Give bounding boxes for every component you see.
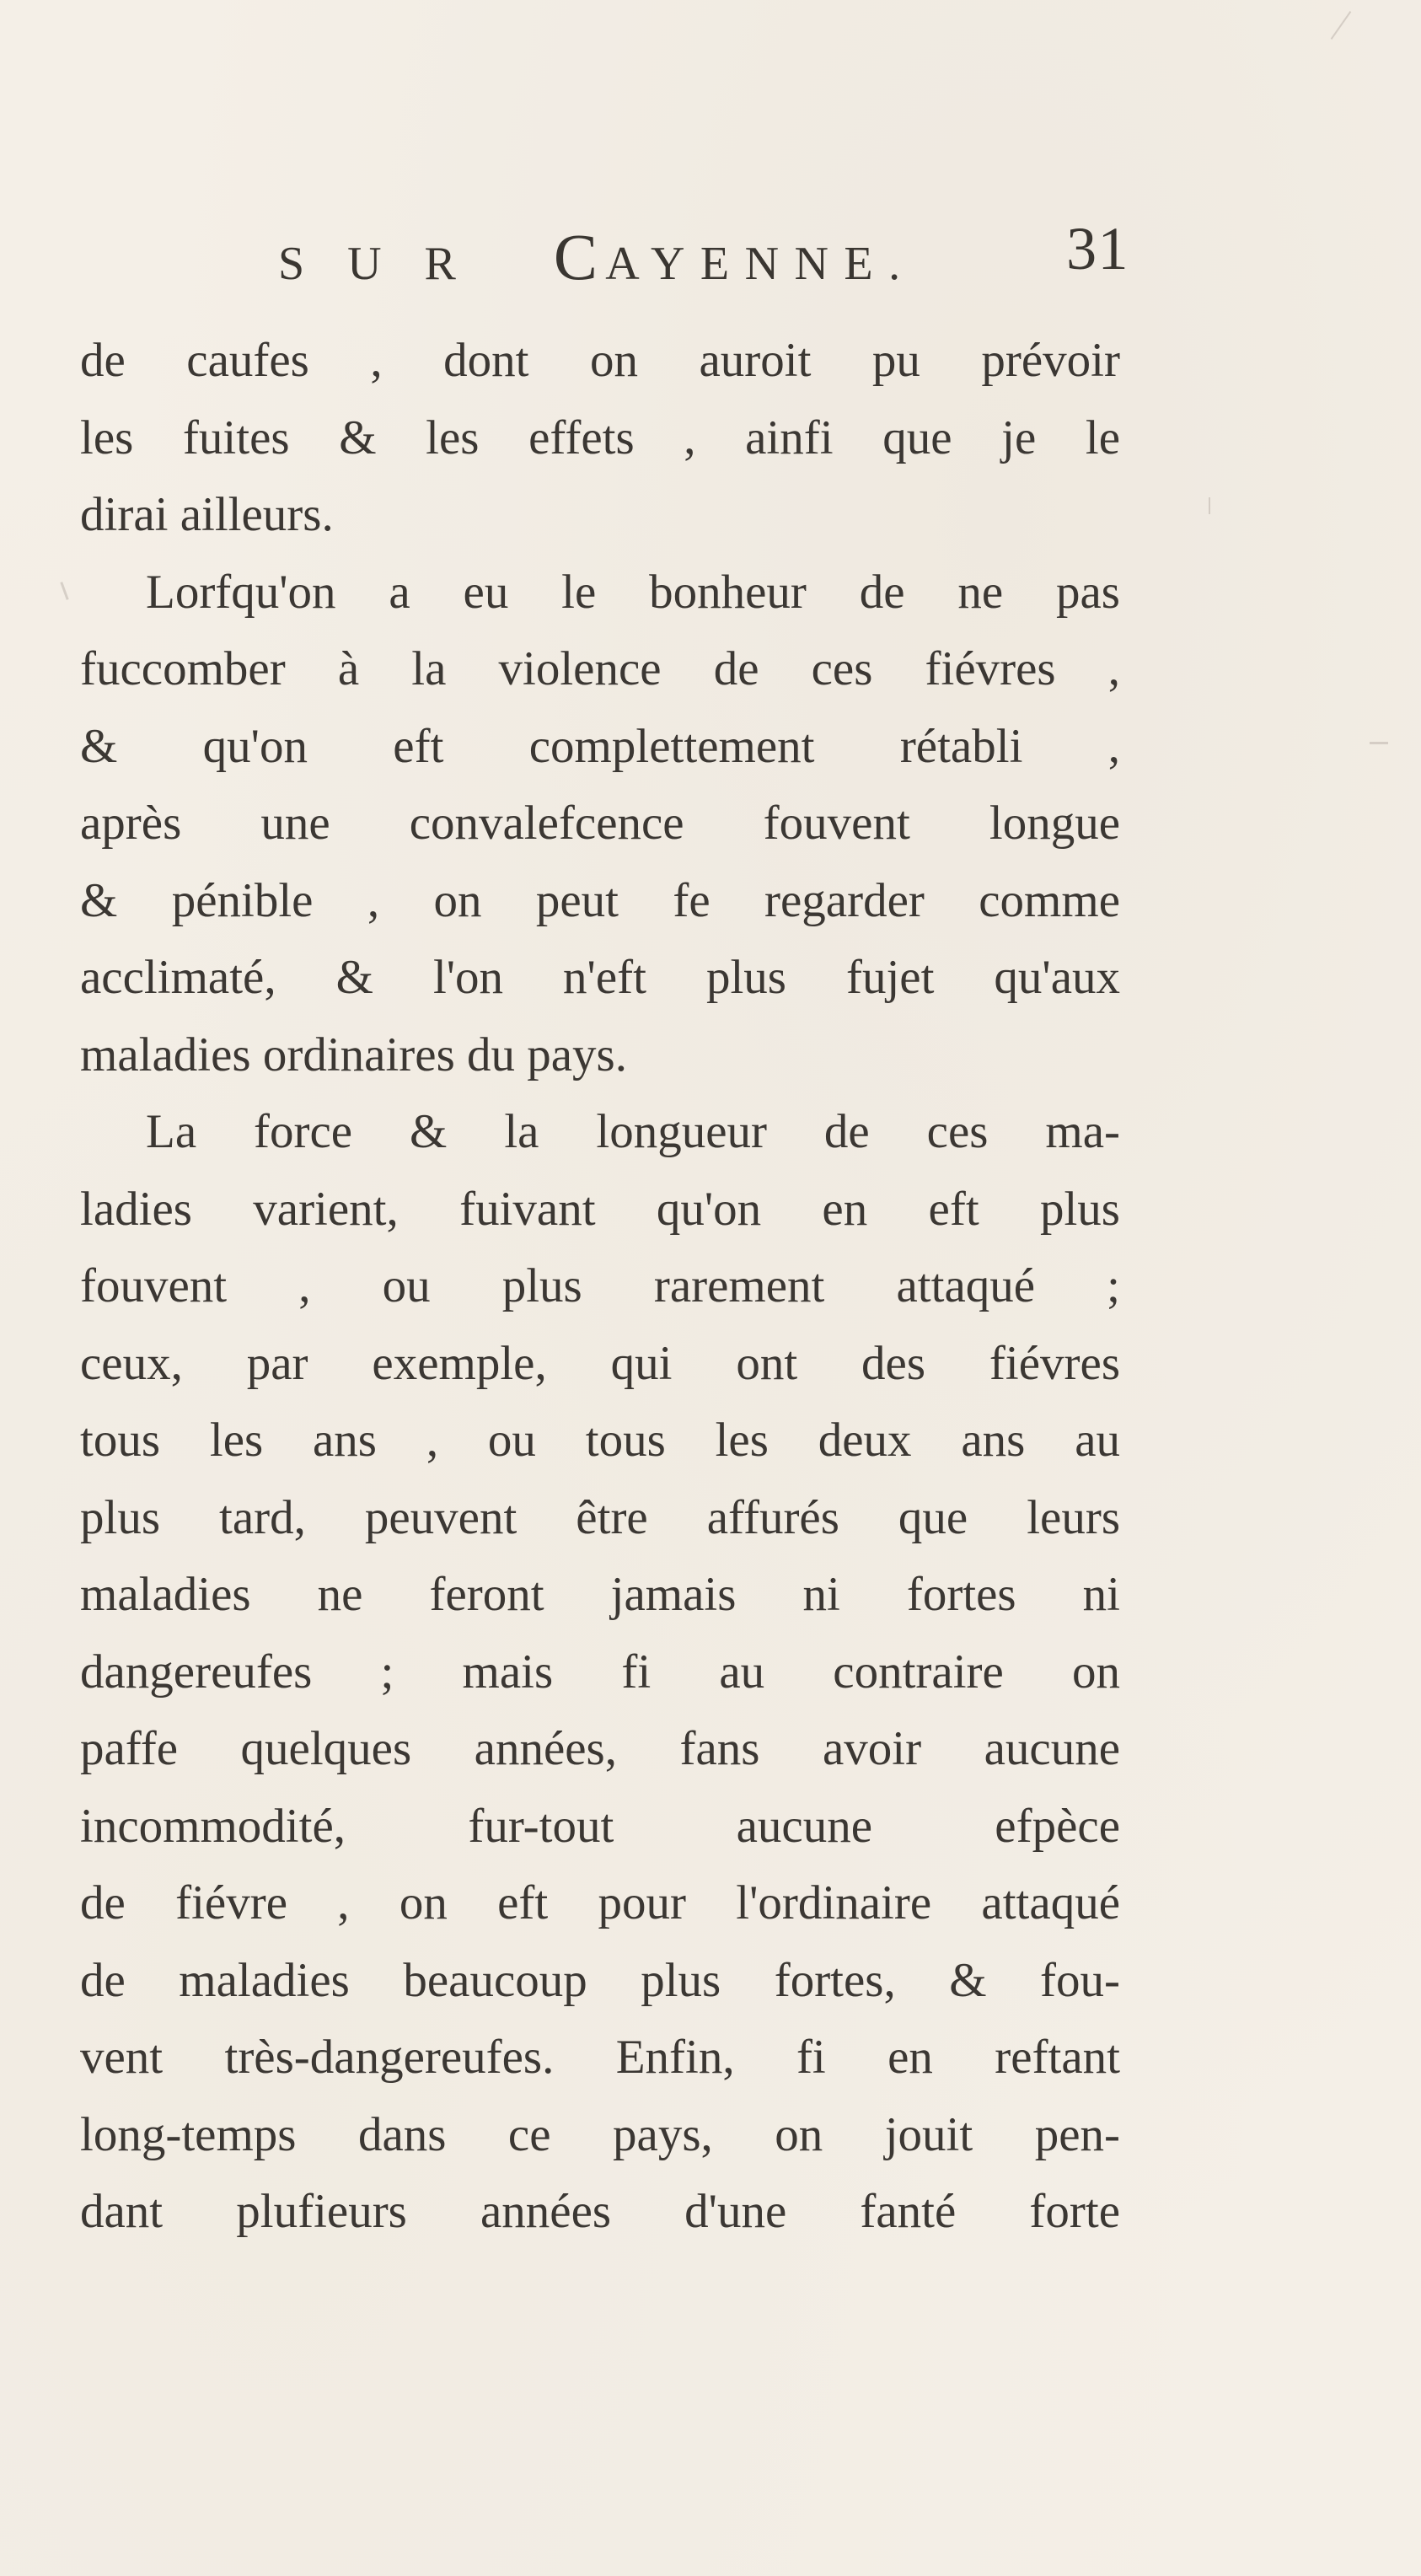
text-line: paffe quelques années, fans avoir aucune (80, 1722, 1120, 1775)
text-line: de fiévre , on eft pour l'ordinaire attaqué (80, 1876, 1120, 1929)
body-text (80, 322, 1120, 2251)
running-title-word: AYENNE. (605, 238, 916, 290)
text-line: dirai ailleurs. (80, 488, 334, 541)
running-title-s: S (278, 238, 320, 290)
text-line: ladies varient, fuivant qu'on en eft plus (80, 1182, 1120, 1236)
text-line: Lorfqu'on a eu le bonheur de ne pas (146, 565, 1120, 619)
text-line: & pénible , on peut fe regarder comme (80, 873, 1120, 927)
text-line: fouvent , ou plus rarement attaqué ; (80, 1259, 1120, 1312)
paper-mark (1209, 497, 1210, 514)
text-line: plus tard, peuvent être affurés que leurs (80, 1490, 1120, 1544)
page-number: 31 (1066, 215, 1129, 282)
text-line: tous les ans , ou tous les deux ans au (80, 1414, 1120, 1467)
text-line: fuccomber à la violence de ces fiévres , (80, 642, 1120, 695)
running-title-u: U (347, 238, 398, 290)
text-line: La force & la longueur de ces ma- (146, 1105, 1120, 1158)
text-line: dangereufes ; mais fi au contraire on (80, 1645, 1120, 1699)
running-title-r: R (424, 238, 472, 290)
running-title-cap: C (553, 220, 606, 293)
text-line: maladies ordinaires du pays. (80, 1028, 627, 1081)
text-line: vent très-dangereufes. Enfin, fi en reftant (80, 2031, 1120, 2084)
text-line: long-temps dans ce pays, on jouit pen- (80, 2107, 1120, 2161)
text-line: les fuites & les effets , ainfi que je le (80, 411, 1120, 464)
text-line: de caufes , dont on auroit pu prévoir (80, 334, 1120, 387)
text-line: ceux, par exemple, qui ont des fiévres (80, 1336, 1120, 1390)
running-header (278, 215, 1129, 312)
text-line: maladies ne feront jamais ni fortes ni (80, 1568, 1120, 1621)
text-line: dant plufieurs années d'une fanté forte (80, 2185, 1120, 2238)
running-title (278, 219, 916, 295)
text-line: de maladies beaucoup plus fortes, & fou- (80, 1953, 1120, 2007)
text-line: incommodité, fur-tout aucune efpèce (80, 1799, 1120, 1853)
paper-mark (1370, 742, 1388, 744)
paper-mark (1331, 11, 1352, 40)
text-line: acclimaté, & l'on n'eft plus fujet qu'aux (80, 951, 1120, 1004)
text-line: après une convalefcence fouvent longue (80, 797, 1120, 850)
paper-mark (60, 582, 68, 600)
text-line: & qu'on eft complettement rétabli , (80, 719, 1120, 773)
